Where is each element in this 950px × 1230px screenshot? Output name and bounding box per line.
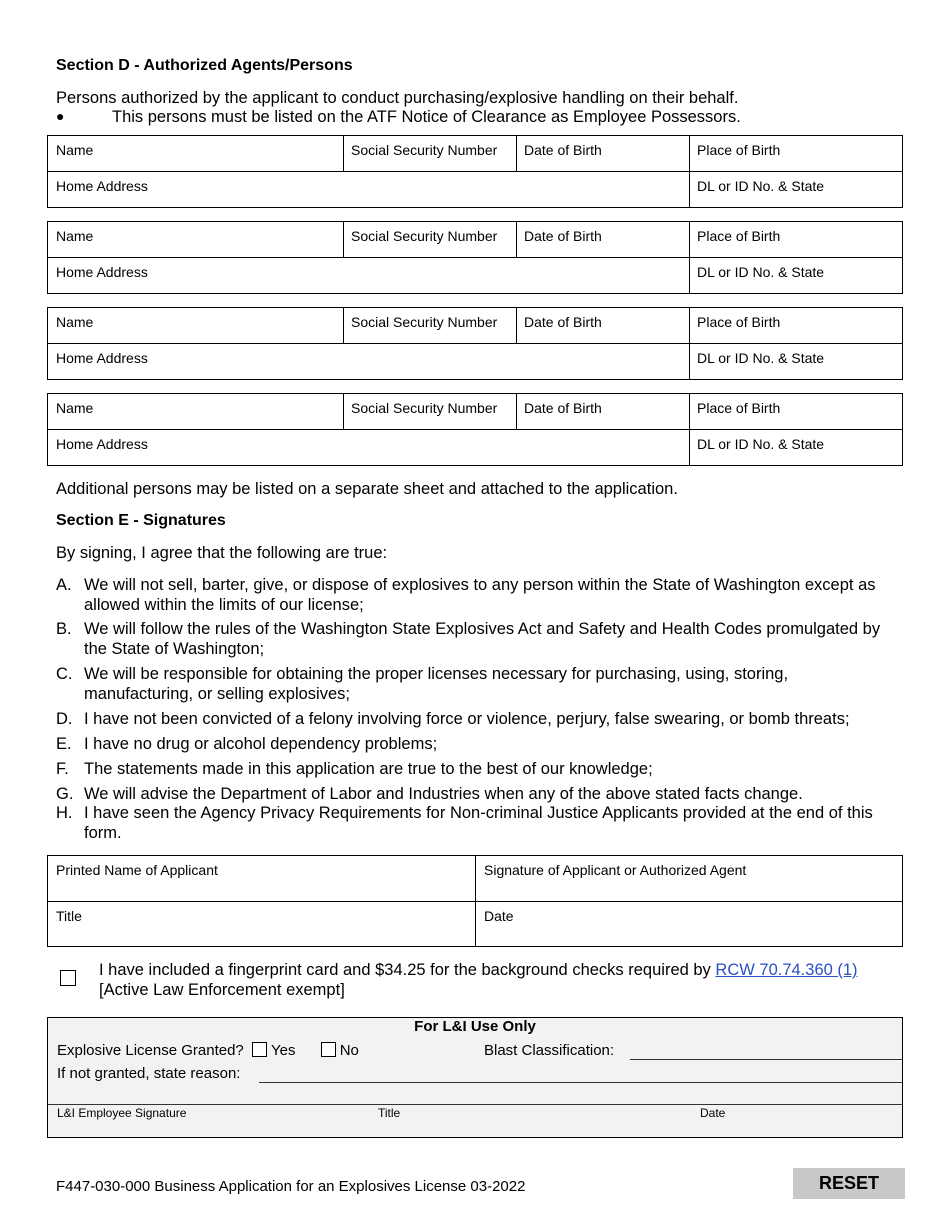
date-field[interactable] <box>476 902 902 946</box>
form-id-footer: F447-030-000 Business Application for an Explosives License 03-2022 <box>56 1178 526 1195</box>
signature-table <box>47 855 903 947</box>
title-field[interactable] <box>48 902 475 946</box>
reset-button[interactable]: RESET <box>793 1168 905 1199</box>
name-label: Name <box>56 142 94 158</box>
address-label: Home Address <box>56 264 148 280</box>
reason-label: If not granted, state reason: <box>57 1065 241 1082</box>
dl-label: DL or ID No. & State <box>697 350 825 366</box>
fingerprint-statement <box>99 961 899 1000</box>
person-1-name-field[interactable] <box>48 136 343 171</box>
dl-label: DL or ID No. & State <box>697 178 825 194</box>
title-label: Title <box>56 908 82 924</box>
rcw-link[interactable]: RCW 70.74.360 (1) <box>715 961 858 979</box>
person-1-address-field[interactable] <box>48 172 689 207</box>
person-3-address-field[interactable] <box>48 344 689 379</box>
item-letter: D. <box>56 710 73 728</box>
dob-label: Date of Birth <box>524 400 602 416</box>
person-1-dl-field[interactable] <box>689 172 902 207</box>
ssn-label: Social Security Number <box>351 400 498 416</box>
person-2-name-field[interactable] <box>48 222 343 257</box>
item-text: I have seen the Agency Privacy Requirements for Non-criminal Justice Applicants provided at the end of this form. <box>84 804 873 842</box>
address-label: Home Address <box>56 436 148 452</box>
item-letter: G. <box>56 785 74 803</box>
license-granted-row <box>57 1042 359 1059</box>
person-2-dl-field[interactable] <box>689 258 902 293</box>
section-d-intro: Persons authorized by the applicant to conduct purchasing/explosive handling on their behalf. <box>56 89 739 107</box>
yes-label: Yes <box>271 1042 296 1059</box>
yes-checkbox[interactable] <box>252 1042 267 1057</box>
item-letter: C. <box>56 665 73 683</box>
dl-label: DL or ID No. & State <box>697 436 825 452</box>
person-2-address-field[interactable] <box>48 258 689 293</box>
person-block-2 <box>47 221 903 294</box>
reason-input[interactable] <box>259 1082 902 1083</box>
person-4-dob-field[interactable] <box>516 394 689 429</box>
person-3-name-field[interactable] <box>48 308 343 343</box>
signature-label: Signature of Applicant or Authorized Agent <box>484 862 747 878</box>
person-1-dob-field[interactable] <box>516 136 689 171</box>
employee-signature-label: L&I Employee Signature <box>57 1106 187 1120</box>
person-2-ssn-field[interactable] <box>343 222 516 257</box>
item-text: We will advise the Department of Labor and Industries when any of the above stated facts change. <box>84 785 803 803</box>
pob-label: Place of Birth <box>697 400 781 416</box>
employee-signature-line[interactable] <box>48 1104 902 1105</box>
bullet-icon: ● <box>56 108 65 124</box>
item-text: I have not been convicted of a felony involving force or violence, perjury, false swearing, or bomb threats; <box>84 710 850 728</box>
person-4-address-field[interactable] <box>48 430 689 465</box>
section-d-heading: Section D - Authorized Agents/Persons <box>56 57 353 74</box>
printed-name-label: Printed Name of Applicant <box>56 862 218 878</box>
item-text: The statements made in this application are true to the best of our knowledge; <box>84 760 653 778</box>
person-4-pob-field[interactable] <box>689 394 902 429</box>
person-4-name-field[interactable] <box>48 394 343 429</box>
additional-persons-note: Additional persons may be listed on a separate sheet and attached to the application. <box>56 480 678 498</box>
fingerprint-text: I have included a fingerprint card and $34.25 for the background checks required by <box>99 961 711 979</box>
item-text: We will be responsible for obtaining the proper licenses necessary for purchasing, using, storing, manufacturing, or selling explosives; <box>84 665 789 703</box>
pob-label: Place of Birth <box>697 314 781 330</box>
ssn-label: Social Security Number <box>351 228 498 244</box>
dl-label: DL or ID No. & State <box>697 264 825 280</box>
item-letter: B. <box>56 620 72 638</box>
item-text: I have no drug or alcohol dependency problems; <box>84 735 438 753</box>
person-block-4 <box>47 393 903 466</box>
item-letter: F. <box>56 760 69 778</box>
section-d-bullet: This persons must be listed on the ATF Notice of Clearance as Employee Possessors. <box>112 108 741 126</box>
name-label: Name <box>56 228 94 244</box>
section-e-intro: By signing, I agree that the following are true: <box>56 544 388 562</box>
item-text: We will not sell, barter, give, or dispose of explosives to any person within the State of Washington except as allowed within the limits of our license; <box>84 576 876 614</box>
pob-label: Place of Birth <box>697 228 781 244</box>
fingerprint-checkbox[interactable] <box>60 970 76 986</box>
pob-label: Place of Birth <box>697 142 781 158</box>
granted-label: Explosive License Granted? <box>57 1042 244 1059</box>
office-use-box <box>47 1017 903 1138</box>
dob-label: Date of Birth <box>524 228 602 244</box>
dob-label: Date of Birth <box>524 314 602 330</box>
person-3-ssn-field[interactable] <box>343 308 516 343</box>
no-label: No <box>339 1042 359 1059</box>
name-label: Name <box>56 400 94 416</box>
date-label: Date <box>484 908 514 924</box>
person-3-dob-field[interactable] <box>516 308 689 343</box>
person-3-pob-field[interactable] <box>689 308 902 343</box>
printed-name-field[interactable] <box>48 856 475 901</box>
item-letter: A. <box>56 576 72 594</box>
person-4-ssn-field[interactable] <box>343 394 516 429</box>
no-checkbox[interactable] <box>321 1042 336 1057</box>
address-label: Home Address <box>56 350 148 366</box>
item-letter: H. <box>56 804 73 822</box>
person-4-dl-field[interactable] <box>689 430 902 465</box>
item-text: We will follow the rules of the Washington State Explosives Act and Safety and Health Codes promulgated by the State of Washington; <box>84 620 881 658</box>
ssn-label: Social Security Number <box>351 142 498 158</box>
person-1-ssn-field[interactable] <box>343 136 516 171</box>
person-1-pob-field[interactable] <box>689 136 902 171</box>
blast-classification-input[interactable] <box>630 1059 902 1060</box>
fingerprint-note: [Active Law Enforcement exempt] <box>99 980 345 999</box>
person-2-dob-field[interactable] <box>516 222 689 257</box>
person-block-3 <box>47 307 903 380</box>
dob-label: Date of Birth <box>524 142 602 158</box>
office-title-label: Title <box>378 1106 401 1120</box>
office-use-title: For L&I Use Only <box>414 1018 536 1035</box>
blast-classification-label: Blast Classification: <box>484 1042 615 1059</box>
name-label: Name <box>56 314 94 330</box>
address-label: Home Address <box>56 178 148 194</box>
ssn-label: Social Security Number <box>351 314 498 330</box>
person-2-pob-field[interactable] <box>689 222 902 257</box>
section-e-heading: Section E - Signatures <box>56 512 226 529</box>
office-date-label: Date <box>700 1106 726 1120</box>
person-block-1 <box>47 135 903 208</box>
item-letter: E. <box>56 735 72 753</box>
signature-field[interactable] <box>476 856 902 901</box>
person-3-dl-field[interactable] <box>689 344 902 379</box>
